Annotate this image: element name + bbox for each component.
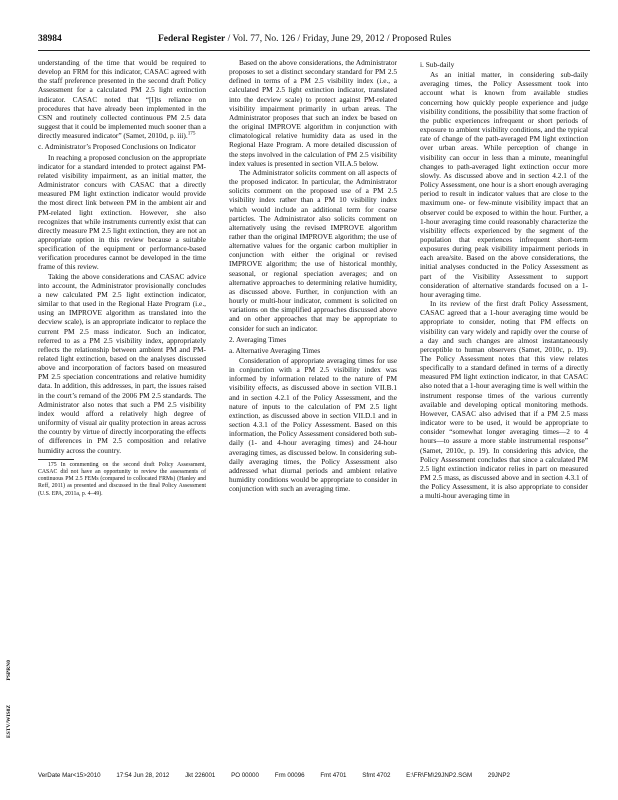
subsection-heading: i. Sub-daily bbox=[420, 60, 455, 69]
column-2 bbox=[229, 58, 397, 493]
footer-time: 17:54 Jun 28, 2012 bbox=[116, 772, 170, 779]
page-header bbox=[38, 34, 590, 48]
footnote-rule bbox=[38, 459, 74, 460]
footnote: 175 In commenting on the second draft Policy Assessment, CASAC did not have an opportunity to review the assessments of continuous PM 2.5 FEMs (compared to collocated FRMs) (Hanley and Reff, 2011) as presented and discussed in the final Policy Assessment (U.S. EPA, 2011a, p. 4–49). bbox=[38, 461, 206, 497]
paragraph: understanding of the time that would be required to develop an FRM for this indicator, CASAC agreed with the staff preference presented in the second draft Policy Assessment for a calculated PM 2.5 light extinction indicator. CASAC noted that “[I]ts reliance on procedures that have already been implemented in the CSN and routinely collected continuous PM 2.5 data suggest that it could be implemented much sooner than a directly measured indicator” (Samet, 2010d, p. iii).$^{175}$ bbox=[38, 58, 206, 141]
paragraph: As an initial matter, in considering sub-daily averaging times, the Policy Assessment took into account what is known from available studies concerning how quickly people experience and judge visibility conditions, the possibility that some fraction of the public experiences infrequent or short periods of exposure to ambient visibility conditions, and the typical rate of change of the path-averaged PM light extinction over urban areas. While perception of change in visibility can occur in less than a minute, meaningful changes to path-averaged light extinction occur more slowly. As discussed above and in section 4.2.1 of the Policy Assessment, one hour is a short enough averaging period to result in indicator values that are close to the maximum one- or few-minute visibility impact that an observer could be exposed to within the hour. Further, a 1-hour averaging time could reasonably characterize the visibility effects experienced by the segment of the population that experiences infrequent short-term exposures during peak visibility impairment periods in each area/site. Based on the above considerations, the initial analyses conducted in the Policy Assessment as part of the Visibility Assessment to support consideration of alternative standards focused on a 1-hour averaging time. bbox=[420, 70, 588, 299]
footer-fmt: Fmt 4701 bbox=[320, 772, 347, 779]
footnote-ref: 175 bbox=[187, 130, 196, 137]
publication-title: Federal Register bbox=[158, 34, 226, 44]
page-number: 38984 bbox=[38, 34, 62, 44]
column-3 bbox=[420, 58, 588, 501]
footer-jkt: Jkt 226001 bbox=[185, 772, 216, 779]
section-heading: c. Administrator’s Proposed Conclusions on Indicator bbox=[38, 142, 196, 152]
footer-po: PO 00000 bbox=[231, 772, 259, 779]
page-footer bbox=[38, 772, 590, 784]
paragraph: Taking the above considerations and CASAC advice into account, the Administrator provisionally concludes a new calculated PM 2.5 light extinction indicator, similar to that used in the Regional Haze Program (i.e., using an IMPROVE algorithm as translated into the decview scale), is an appropriate indicator to replace the current PM 2.5 mass indicator. Such an indicator, referred to as a PM 2.5 visibility index, appropriately reflects the relationship between ambient PM and PM-related light extinction, based on the analyses discussed above and incorporation of factors based on measured PM 2.5 speciation concentrations and relative humidity data. In addition, this addresses, in part, the issues raised in the court’s remand of the 2006 PM 2.5 standards. The Administrator also notes that such a PM 2.5 visibility index would afford a relatively high degree of uniformity of visual air quality protection in areas across the country by virtue of directly incorporating the effects of differences in PM 2.5 composition and relative humidity across the country. bbox=[38, 271, 206, 455]
section-heading: 2. Averaging Times bbox=[229, 334, 287, 344]
footer-sfmt: Sfmt 4702 bbox=[362, 772, 391, 779]
header-citation bbox=[158, 34, 451, 44]
footer-verdate: VerDate Mar<15>2010 bbox=[38, 772, 101, 779]
header-rule bbox=[38, 50, 590, 51]
paragraph: Based on the above considerations, the Administrator proposes to set a distinct secondary standard for PM 2.5 defined in terms of a PM 2.5 visibility index (i.e., a calculated PM 2.5 light extinction indicator, translated into the decview scale) to protect against PM-related visibility impairment primarily in urban areas. The Administrator proposes that such an index be based on the original IMPROVE algorithm in conjunction with climatological relative humidity data as used in the Regional Haze Program. A more detailed discussion of the steps involved in the calculation of PM 2.5 visibility index values is presented in section VII.A.5 below. bbox=[229, 58, 397, 168]
footer-file: E:\FR\FM\29JNP2.SGM bbox=[406, 772, 473, 779]
paragraph: Consideration of appropriate averaging times for use in conjunction with a PM 2.5 visibility index was informed by information related to the nature of PM visibility effects, as discussed above in section VII.B.1 and in section 4.2.1 of the Policy Assessment, and the nature of inputs to the calculation of PM 2.5 light extinction, as discussed above in section VII.D.1 and in section 4.3.1 of the Policy Assessment. Based on this information, the Policy Assessment considered both sub-daily (1- and 4-hour averaging times) and 24-hour averaging times, as discussed below. In considering sub-daily averaging times, the Policy Assessment also addressed what diurnal periods and ambient relative humidity conditions would be appropriate to consider in conjunction with such an averaging time. bbox=[229, 356, 397, 494]
paragraph: In its review of the first draft Policy Assessment, CASAC agreed that a 1-hour averaging time would be appropriate to consider, noting that PM effects on visibility can vary widely and rapidly over the course of a day and such changes are almost instantaneously perceptible to human observers (Samet, 2010c, p. 19). The Policy Assessment notes that this view relates specifically to a standard defined in terms of a directly measured PM light extinction indicator, in that CASAC also noted that a 1-hour averaging time is well within the instrument response times of the various currently available and developing optical monitoring methods. However, CASAC also advised that if a PM 2.5 mass indicator were to be used, it would be appropriate to consider “somewhat longer averaging times—2 to 4 hours—to assure a more stable instrumental response” (Samet, 2010c, p. 19). In considering this advice, the Policy Assessment concludes that since a calculated PM 2.5 light extinction indicator relies in part on measured PM 2.5 mass, as discussed above and in section 4.3.1 of the Policy Assessment, it is also appropriate to consider a multi-hour averaging time in bbox=[420, 299, 588, 501]
margin-code-lower: ESTV/WIS0Z bbox=[6, 705, 12, 739]
volume-info: / Vol. 77, No. 126 / Friday, June 29, 2012 / Proposed Rules bbox=[227, 34, 452, 44]
subsection-heading: a. Alternative Averaging Times bbox=[229, 345, 321, 355]
column-1 bbox=[38, 58, 206, 498]
footer-frm: Frm 00096 bbox=[274, 772, 305, 779]
margin-code-upper: PSPRN0 bbox=[6, 660, 12, 681]
paragraph: In reaching a proposed conclusion on the appropriate indicator for a standard intended to protect against PM-related visibility impairment, as an initial matter, the Administrator concurs with CASAC that a directly measured PM light extinction indicator would provide the most direct link between PM in the ambient air and PM-related light extinction. However, she also recognizes that while instruments currently exist that can directly measure PM 2.5 light extinction, they are not an appropriate option in this review because a suitable specification of the equipment or performance-based verification procedures cannot be developed in the time frame of this review. bbox=[38, 152, 206, 272]
paragraph: The Administrator solicits comment on all aspects of the proposed indicator. In particular, the Administrator solicits comment on the proposed use of a PM 2.5 visibility index rather than a PM 10 visibility index which would include an additional term for coarse particles. The Administrator also solicits comment on alternatively using the revised IMPROVE algorithm rather than the original IMPROVE algorithm; the use of alternative values for the organic carbon multiplier in conjunction with either the original or revised IMPROVE algorithm; the use of historical monthly, seasonal, or regional speciation averages; and on alternative approaches to determining relative humidity, as discussed above. Further, in conjunction with an hourly or multi-hour indicator, comment is solicited on variations on the simplified approaches discussed above and on other approaches that may be appropriate to consider for such an indicator. bbox=[229, 167, 397, 333]
footer-code: 29JNP2 bbox=[487, 772, 510, 779]
